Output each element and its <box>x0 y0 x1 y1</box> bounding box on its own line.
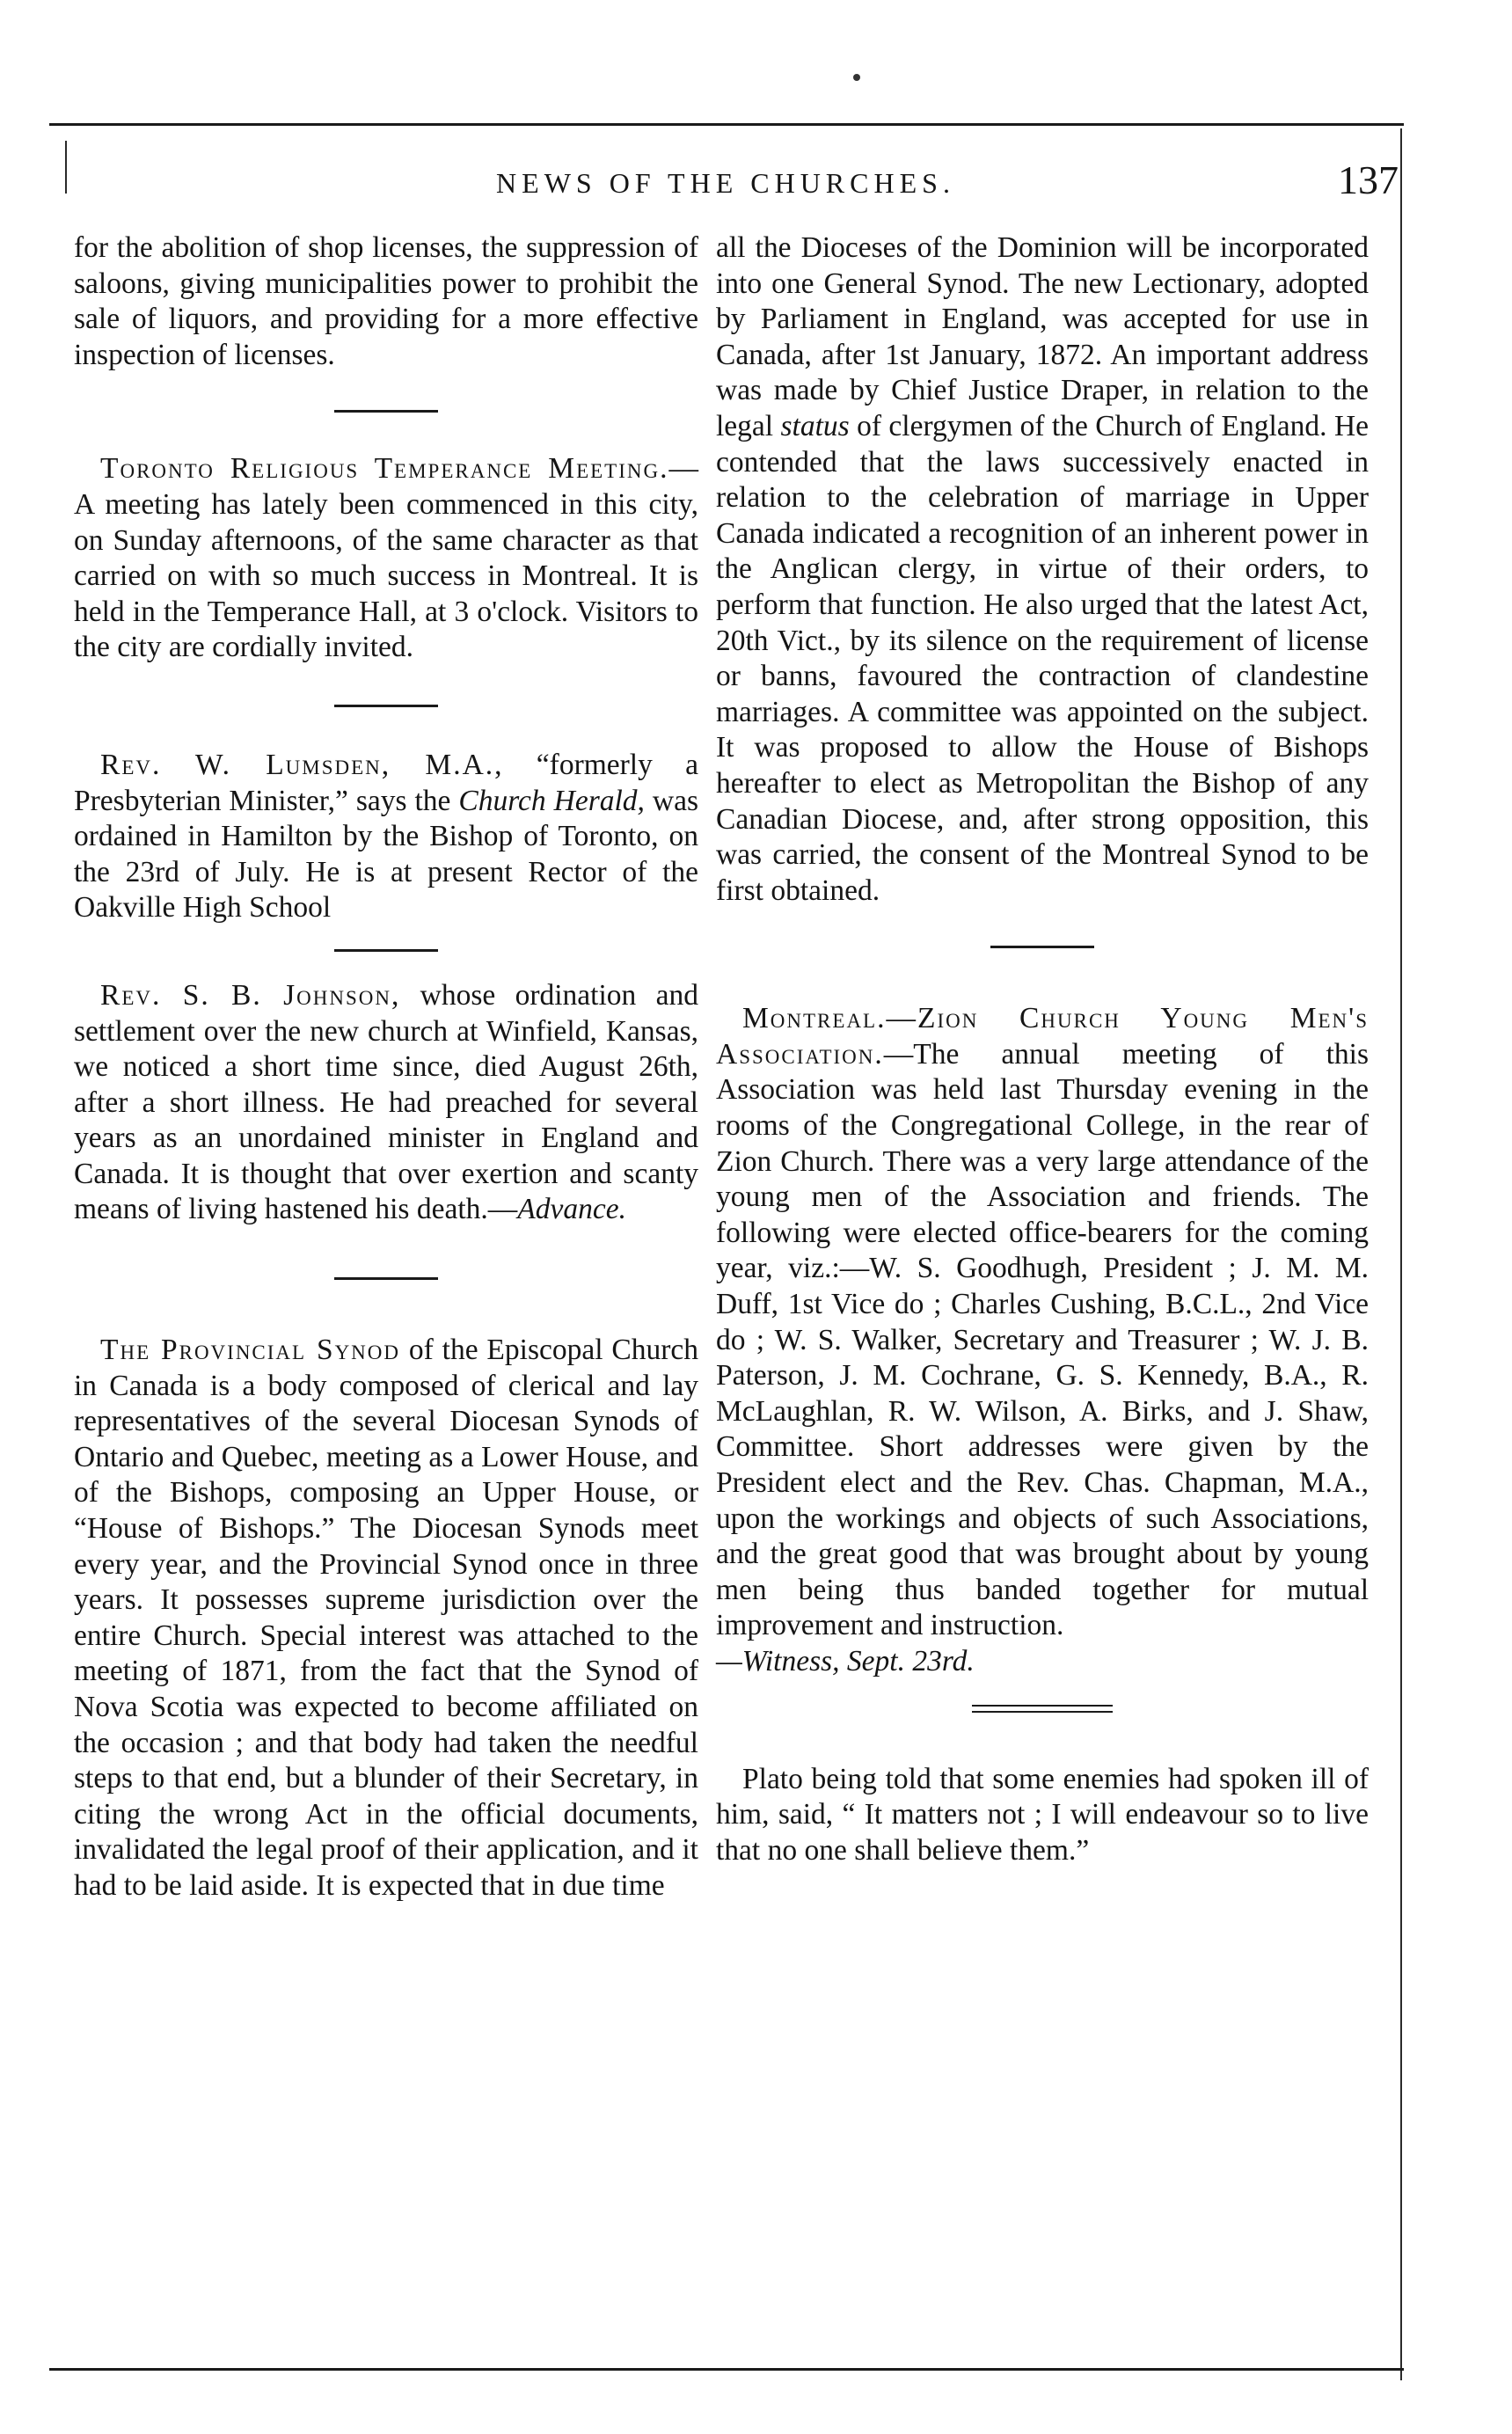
zion-source: —Witness, Sept. 23rd. <box>716 1644 975 1677</box>
synod-paragraph <box>74 1333 698 1904</box>
toronto-body: —A meeting has lately been commenced in this city, on Sunday afternoons, of the same character as that carried on with so much success in Montreal. It is held in the Temperance Hall, at 3 o'clock. Visitors to the city are cordially invited. <box>74 452 698 664</box>
toronto-paragraph <box>74 451 698 666</box>
left-column <box>74 230 698 1904</box>
lumsden-heading: Rev. W. Lumsden, M.A., <box>100 748 504 781</box>
separator-rule <box>334 705 438 707</box>
plato-paragraph <box>716 1762 1369 1869</box>
lumsden-paragraph <box>74 748 698 926</box>
zion-heading: Montreal.—Zion Church Young Men's Association. <box>716 1002 1369 1071</box>
synod-heading: The Provincial Synod <box>100 1334 401 1367</box>
running-head: NEWS OF THE CHURCHES. <box>496 167 955 199</box>
toronto-heading: Toronto Religious Temperance Meeting. <box>100 452 669 486</box>
separator-rule <box>334 949 438 952</box>
johnson-heading: Rev. S. B. Johnson, <box>100 978 401 1012</box>
page-number: 137 <box>1338 157 1399 202</box>
separator-rule <box>990 946 1094 948</box>
right-margin-line <box>1400 128 1402 2380</box>
synod-continued-1: all the Dioceses of the Dominion will be incorporated into one General Synod. The new Lectionary, adopted by Parliament in England, was accepted for use in Canada, after 1st January, 1872. An important address was made by Chief Justice Draper, in relation to the legal <box>716 231 1369 442</box>
zion-paragraph <box>716 1001 1369 1644</box>
johnson-source: Advance. <box>517 1193 626 1226</box>
separator-rule <box>334 410 438 413</box>
licenses-paragraph: for the abolition of shop licenses, the suppression of saloons, giving municipalities power to prohibit the sale of liquors, and providing for a more effective inspection of licenses. <box>74 231 698 371</box>
lumsden-italic: Church Herald, <box>458 784 645 817</box>
zion-source-line <box>716 1644 1369 1680</box>
synod-italic: status <box>780 409 850 442</box>
top-rule <box>49 123 1404 126</box>
bottom-rule <box>49 2368 1404 2371</box>
plato-text: Plato being told that some enemies had spoken ill of him, said, “ It matters not ; I will endeavour so to live that no one shall believe them.” <box>716 1762 1369 1867</box>
zion-body: —The annual meeting of this Association was held last Thursday evening in the rooms of the Congregational College, in the rear of Zion Church. There was a very large attendance of the young men of the Association and friends. The following were elected office-bearers for the coming year, viz.:—W. S. Goodhugh, President ; J. M. M. Duff, 1st Vice do ; Charles Cushing, B.C.L., 2nd Vice do ; W. S. Walker, Secretary and Treasurer ; W. J. B. Paterson, J. M. Cochrane, G. S. Kennedy, B.A., R. McLaughlan, R. W. Wilson, A. Birks, and J. Shaw, Committee. Short addresses were given by the President elect and the Rev. Chas. Chapman, M.A., upon the workings and objects of such Associations, and the great good that was brought about by young men being thus banded together for mutual improvement and instruction. <box>716 1037 1369 1642</box>
lumsden-body-2: was ordained in Hamilton by the Bishop of Toronto, on the 23rd of July. He is at present Rector of the Oakville High School <box>74 784 699 925</box>
right-column <box>716 230 1369 1868</box>
double-separator-rule <box>972 1705 1113 1713</box>
synod-continued-paragraph <box>716 230 1369 909</box>
synod-continued-2: of clergymen of the Church of England. He contended that the laws successively enacted in relation to the celebration of marriage in Upper Canada indicated a recognition of an inherent power in the Anglican clergy, in virtue of their orders, to perform that function. He also urged that the latest Act, 20th Vict., by its silence on the requirement of license or banns, favoured the contraction of clandestine marriages. A committee was appointed on the subject. It was proposed to allow the House of Bishops hereafter to elect as Metropolitan the Bishop of any Canadian Diocese, and, after strong opposition, this was carried, the consent of the Montreal Synod to be first obtained. <box>716 409 1370 907</box>
synod-body: of the Episcopal Church in Canada is a body composed of clerical and lay representatives of the several Diocesan Synods of Ontario and Quebec, meeting as a Lower House, and of the Bishops, composing an Upper House, or “House of Bishops.” The Diocesan Synods meet every year, and the Provincial Synod once in three years. It possesses supreme jurisdiction over the entire Church. Special interest was attached to the meeting of 1871, from the fact that the Synod of Nova Scotia was expected to become affiliated on the occasion ; and that body had taken the needful steps to that end, but a blunder of their Secretary, in citing the wrong Act in the official documents, invalidated the legal proof of their application, and it had to be laid aside. It is expected that in due time <box>74 1334 698 1902</box>
separator-rule <box>334 1277 438 1280</box>
page-header <box>53 157 1399 208</box>
ink-speck <box>853 74 860 81</box>
johnson-body: whose ordination and settlement over the new church at Winfield, Kansas, we noticed a short time since, died August 26th, after a short illness. He had preached for several years as an unordained minister in England and Canada. It is thought that over exertion and scanty means of living hastened his death.— <box>74 978 698 1226</box>
lumsden-body-1: “formerly a Presbyterian Minister,” says the <box>74 748 698 817</box>
johnson-paragraph <box>74 978 698 1228</box>
